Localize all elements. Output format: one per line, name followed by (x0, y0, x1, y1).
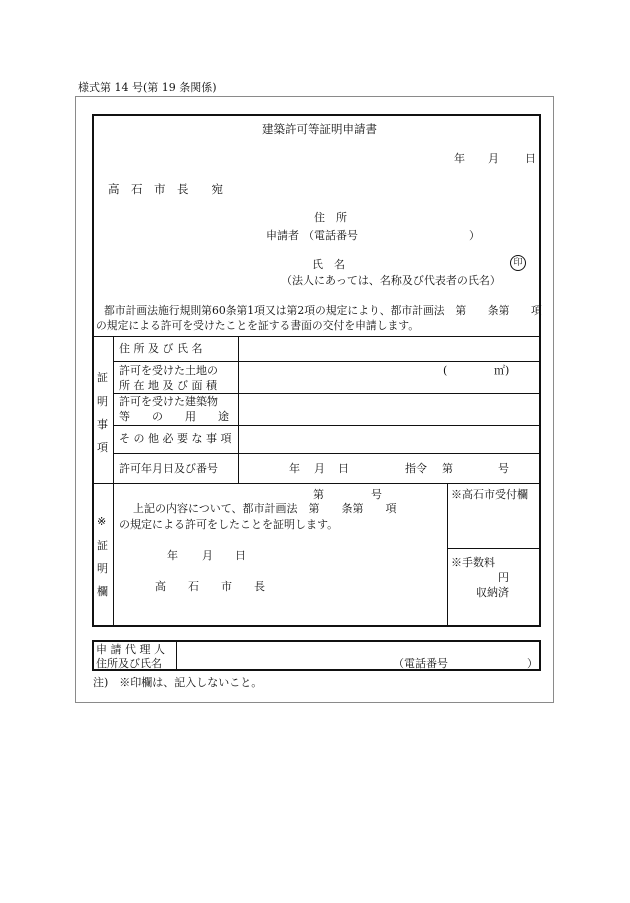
row-permit-day: 日 (338, 462, 349, 475)
cert-section-v3: 明 (97, 562, 108, 575)
row-building-label2: 等 の 用 途 (119, 410, 229, 423)
cert-mayor: 高 石 市 長 (155, 580, 265, 593)
corp-note: （法人にあっては、名称及び代表者の氏名） (281, 274, 501, 287)
addressee: 高 石 市 長 宛 (108, 182, 223, 196)
row-line-3 (113, 425, 540, 426)
row-permit-dai: 第 (442, 462, 453, 475)
row-line-1 (113, 361, 540, 362)
fee-paid: 収納済 (476, 586, 509, 599)
cert-section-v1: ※ (97, 515, 107, 528)
agent-label1: 申 請 代 理 人 (96, 643, 165, 656)
fee-yen: 円 (498, 571, 509, 584)
cert-items-v2: 明 (97, 395, 108, 408)
cert-line1: 上記の内容について、都市計画法 第 条第 項 (133, 502, 397, 515)
row-permit-directive: 指令 (405, 462, 427, 475)
row-building-label1: 許可を受けた建築物 (119, 395, 218, 408)
agent-phone-label: （電話番号 (393, 657, 448, 670)
row-land-paren: ( (443, 364, 448, 377)
agent-label2: 住所及び氏名 (96, 657, 162, 670)
row-address-name: 住 所 及 び 氏 名 (119, 342, 203, 355)
address-label: 住 所 (314, 211, 347, 224)
cert-month: 月 (202, 549, 213, 562)
cert-items-v3: 事 (97, 418, 108, 431)
phone-label: （電話番号 (303, 229, 358, 242)
agent-phone-close: ） (527, 657, 538, 670)
table-top-line (93, 336, 540, 337)
reception-label: ※高石市受付欄 (451, 488, 528, 501)
row-permit-label: 許可年月日及び番号 (119, 462, 218, 475)
date-day: 日 (525, 152, 536, 165)
row-land-unit: ㎡) (494, 364, 510, 377)
fee-label: ※手数料 (451, 556, 495, 569)
table-vline-1 (113, 336, 114, 483)
cert-section-vline (113, 484, 114, 626)
seal-mark (510, 255, 526, 271)
table-vline-2 (238, 336, 239, 483)
cert-dai: 第 (313, 488, 324, 501)
name-label: 氏 名 (312, 258, 345, 271)
form-number: 様式第 14 号(第 19 条関係) (78, 81, 217, 94)
applicant-label: 申請者 (266, 229, 299, 242)
row-permit-year: 年 (289, 462, 300, 475)
cert-items-v1: 証 (97, 371, 108, 384)
date-month: 月 (488, 152, 499, 165)
cert-section-v4: 欄 (97, 585, 108, 598)
cert-day: 日 (235, 549, 246, 562)
statement-line1: 都市計画法施行規則第60条第1項又は第2項の規定により、都市計画法 第 条第 項 (104, 304, 542, 317)
date-year: 年 (454, 152, 465, 165)
phone-close: ） (469, 229, 480, 242)
cert-section-v2: 証 (97, 539, 108, 552)
table-bottom-line (93, 483, 540, 484)
cert-year: 年 (167, 549, 178, 562)
footer-note: 注) ※印欄は、記入しないこと。 (93, 676, 263, 689)
cert-items-v4: 項 (97, 441, 108, 454)
cert-section-right-hline (447, 548, 540, 549)
row-other: そ の 他 必 要 な 事 項 (119, 432, 232, 445)
form-title: 建築許可等証明申請書 (262, 122, 377, 136)
row-land-label1: 許可を受けた土地の (119, 364, 218, 377)
row-permit-month: 月 (314, 462, 325, 475)
row-line-4 (113, 453, 540, 454)
agent-vline (176, 641, 177, 670)
cert-line2: の規定による許可をしたことを証明します。 (119, 518, 339, 531)
seal-text: 印 (513, 258, 523, 268)
statement-line2: の規定による許可を受けたことを証する書面の交付を申請します。 (96, 319, 420, 332)
row-permit-go: 号 (498, 462, 509, 475)
cert-section-right-vline (447, 484, 448, 626)
cert-go: 号 (371, 488, 382, 501)
row-land-label2: 所 在 地 及 び 面 積 (119, 379, 217, 392)
row-line-2 (113, 393, 540, 394)
